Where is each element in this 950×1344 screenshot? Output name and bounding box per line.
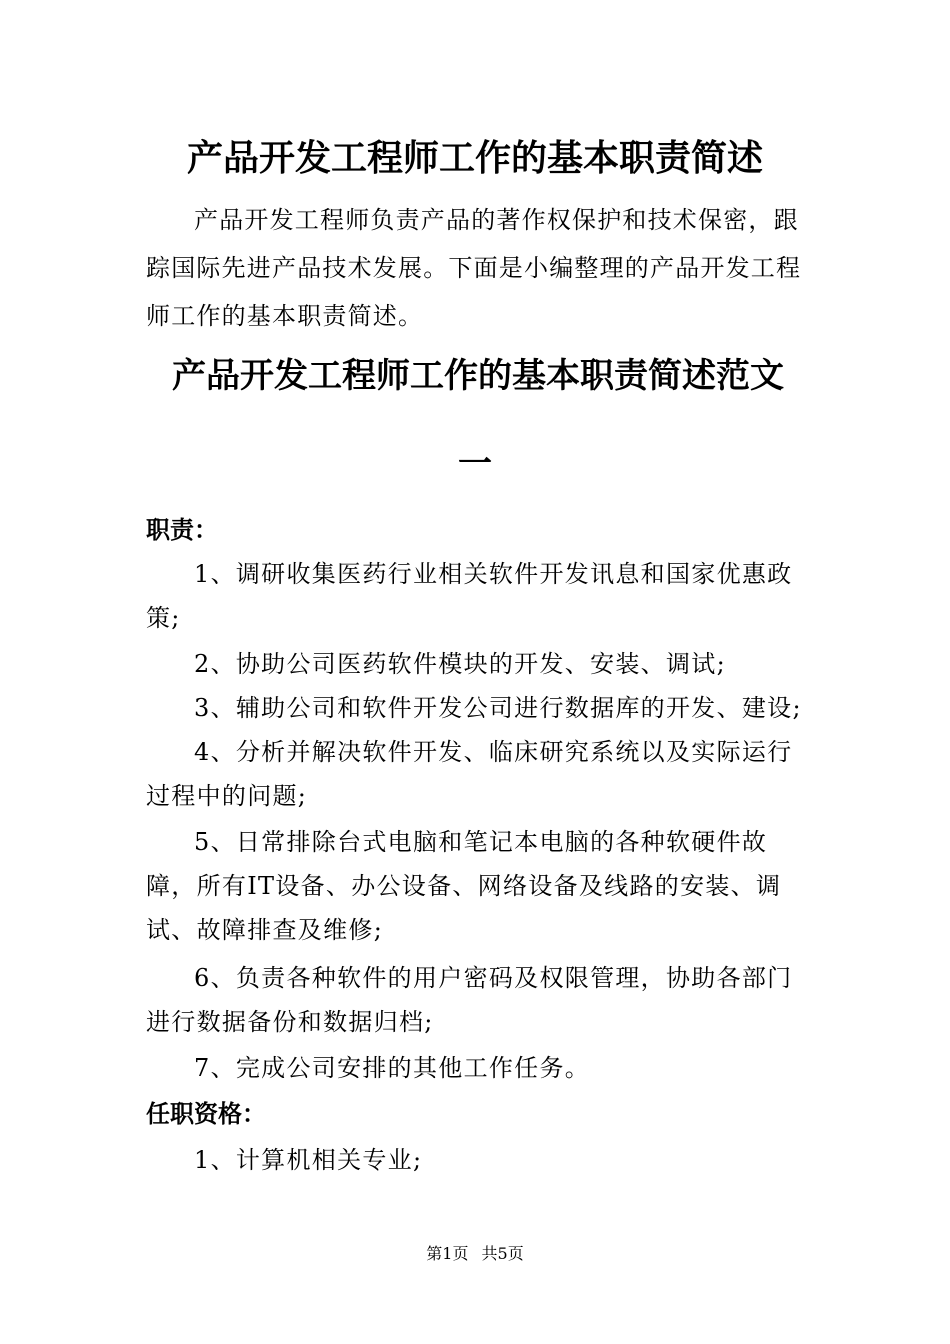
duties-heading: 职责： xyxy=(146,515,218,544)
page-footer xyxy=(0,1242,950,1266)
intro-paragraph: 产品开发工程师负责产品的著作权保护和技术保密，跟踪国际先进产品技术发展。下面是小编整理的产品开发工程师工作的基本职责简述。 xyxy=(146,206,802,330)
page-total: 共5页 xyxy=(481,1244,524,1263)
duty-item: 6、负责各种软件的用户密码及权限管理，协助各部门进行数据备份和数据归档; xyxy=(146,964,793,1036)
document-title: 产品开发工程师工作的基本职责简述 xyxy=(186,137,763,179)
duty-item: 2、协助公司医药软件模块的开发、安装、调试; xyxy=(194,650,726,678)
duty-item: 1、调研收集医药行业相关软件开发讯息和国家优惠政策; xyxy=(146,560,793,632)
section-subtitle-number: 一 xyxy=(458,444,492,484)
qualification-item: 1、计算机相关专业; xyxy=(194,1146,423,1174)
page-number: 第1页 xyxy=(426,1244,469,1263)
duty-item: 3、辅助公司和软件开发公司进行数据库的开发、建设; xyxy=(194,694,802,722)
qualifications-heading: 任职资格： xyxy=(146,1099,266,1128)
duty-item: 7、完成公司安排的其他工作任务。 xyxy=(194,1054,591,1082)
duty-item: 5、日常排除台式电脑和笔记本电脑的各种软硬件故障，所有IT设备、办公设备、网络设备及线路的安装、调试、故障排查及维修; xyxy=(146,828,782,944)
duty-item: 4、分析并解决软件开发、临床研究系统以及实际运行过程中的问题; xyxy=(146,738,793,810)
section-subtitle: 产品开发工程师工作的基本职责简述范文 xyxy=(172,356,784,396)
